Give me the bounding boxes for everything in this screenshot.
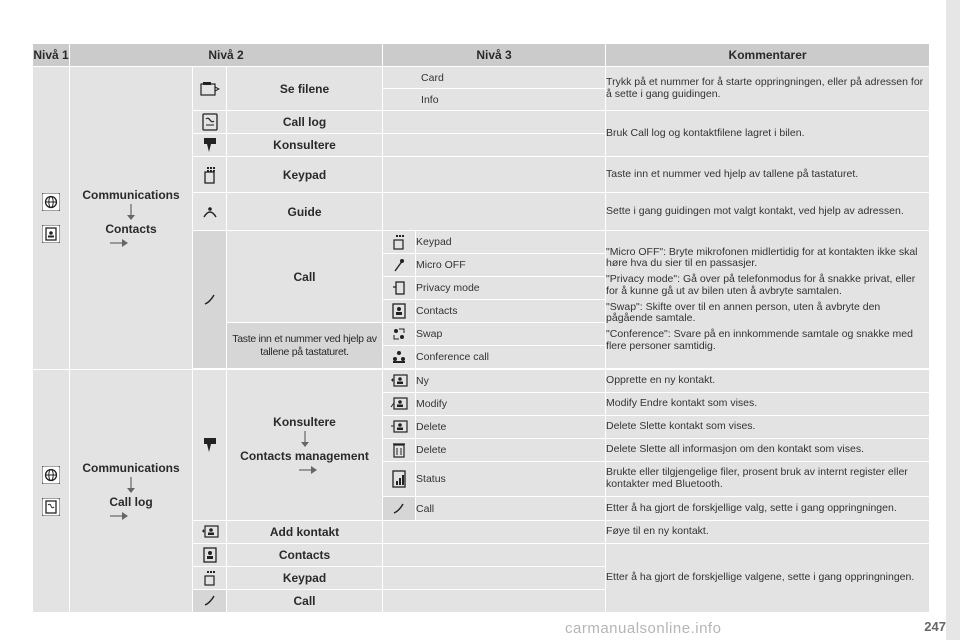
delete-contact-icon <box>390 420 408 434</box>
sub-delete: Delete <box>416 416 606 439</box>
call-sub-conference-call: Conference call <box>416 346 606 369</box>
keypad-icon <box>202 570 218 586</box>
handset-icon <box>202 292 218 308</box>
call-sub-keypad: Keypad <box>416 231 606 254</box>
sub-delete-all: Delete <box>416 439 606 462</box>
watermark: carmanualsonline.info <box>565 620 722 637</box>
sub-status-comment: Brukte eller tilgjengelige filer, prosent bruk av internt register eller kontakter med Bluetooth. <box>606 462 930 497</box>
sub-modify: Modify <box>416 393 606 416</box>
comment-micro-off: "Micro OFF": Bryte mikrofonen midlertidig for at kontakten ikke skal høre hva du sier til en passasjer. <box>606 245 918 270</box>
arrow-down-icon <box>125 477 137 493</box>
page-edge <box>946 0 960 640</box>
call-log-label: Call log <box>109 495 153 509</box>
call-comments <box>606 231 930 369</box>
card-label: Card <box>383 67 606 89</box>
header-kommentarer: Kommentarer <box>606 44 930 67</box>
sub-delete-all-comment: Delete Slette all informasjon om den kontakt som vises. <box>606 439 930 462</box>
globe-icon <box>42 193 60 211</box>
call-footnote: Taste inn et nummer ved hjelp av tallene på tastaturet. <box>232 333 377 358</box>
call-sub-micro-off: Micro OFF <box>416 254 606 277</box>
contacts-icon <box>391 303 407 319</box>
add-contact-icon <box>201 525 219 539</box>
handset-icon <box>391 501 407 517</box>
sub-call-comment: Etter å ha gjort de forskjellige valg, sette i gang oppringningen. <box>606 497 930 521</box>
comment-privacy-mode: "Privacy mode": Gå over på telefonmodus for å snakke privat, eller for å kunne gå ut av bilen uten å avbryte samtalen. <box>606 273 916 297</box>
guide-comment: Sette i gang guidingen mot valgt kontakt, ved hjelp av adressen. <box>606 193 930 231</box>
arrow-right-icon <box>110 238 128 248</box>
call-log-icon <box>42 498 60 516</box>
status-icon <box>391 470 407 488</box>
phone-contacts-icon <box>42 225 60 243</box>
consult-phonebook-icon <box>201 136 219 154</box>
table-row <box>33 370 930 393</box>
header-niva1: Nivå 1 <box>33 44 70 67</box>
keypad-label: Keypad <box>227 157 383 193</box>
modify-contact-icon <box>390 397 408 411</box>
call-sub-swap: Swap <box>416 323 606 346</box>
guide-icon <box>201 203 219 221</box>
guide-label: Guide <box>227 193 383 231</box>
arrow-down-icon <box>125 204 137 220</box>
call-sub-privacy-mode: Privacy mode <box>416 277 606 300</box>
new-contact-icon <box>390 374 408 388</box>
globe-icon <box>42 466 60 484</box>
konsultere-label: Konsultere <box>227 134 383 157</box>
konsultere-comment: Bruk Call log og kontaktfilene lagret i bilen. <box>606 111 930 157</box>
header-niva3: Nivå 3 <box>383 44 606 67</box>
niva2-cell <box>70 67 193 370</box>
se-filene-icon-cell <box>193 67 227 111</box>
se-filene-comment: Trykk på et nummer for å starte oppringningen, eller på adressen for å sette i gang guidingen. <box>606 67 930 111</box>
communications-label: Communications <box>82 461 180 475</box>
header-row <box>33 44 930 67</box>
info-label: Info <box>383 89 606 111</box>
keypad-icon <box>391 234 407 250</box>
sub-ny-comment: Opprette en ny kontakt. <box>606 370 930 393</box>
sub-call: Call <box>416 497 606 521</box>
table-row <box>33 67 930 89</box>
add-kontakt-label: Add kontakt <box>227 521 383 544</box>
niva1-cell <box>33 370 70 613</box>
consult-phonebook-icon <box>201 436 219 454</box>
swap-icon <box>391 326 407 342</box>
add-kontakt-comment: Føye til en ny kontakt. <box>606 521 930 544</box>
call-log-label: Call log <box>227 111 383 134</box>
se-filene-label: Se filene <box>227 67 383 111</box>
header-niva2: Nivå 2 <box>70 44 383 67</box>
folder-files-icon <box>200 81 220 97</box>
arrow-down-icon <box>299 431 311 447</box>
comment-swap: "Swap": Skifte over til en annen person, uten å avbryte den pågående samtale. <box>606 300 881 325</box>
micro-off-icon <box>391 257 407 273</box>
call-label: Call <box>227 231 383 323</box>
handset-icon <box>202 593 218 609</box>
delete-all-icon <box>392 442 406 458</box>
communications-label: Communications <box>82 188 180 202</box>
conference-call-icon <box>391 349 407 365</box>
sub-delete-comment: Delete Slette kontakt som vises. <box>606 416 930 439</box>
sub-modify-comment: Modify Endre kontakt som vises. <box>606 393 930 416</box>
arrow-right-icon <box>299 465 317 475</box>
contacts-management-label: Contacts management <box>240 449 369 463</box>
niva2-cell <box>70 370 193 613</box>
keypad-comment: Taste inn et nummer ved hjelp av tallene på tastaturet. <box>606 157 930 193</box>
privacy-mode-icon <box>391 280 407 296</box>
page-number: 247 <box>924 619 946 634</box>
konsultere-cell <box>227 370 383 521</box>
call-label: Call <box>227 590 383 613</box>
sub-status: Status <box>416 462 606 497</box>
keypad-label: Keypad <box>227 567 383 590</box>
keypad-call-comment: Etter å ha gjort de forskjellige valgene, sette i gang oppringningen. <box>606 544 930 613</box>
arrow-right-icon <box>110 511 128 521</box>
menu-table <box>32 43 930 613</box>
niva1-cell <box>33 67 70 370</box>
call-sub-contacts: Contacts <box>416 300 606 323</box>
konsultere-label: Konsultere <box>273 415 336 429</box>
contacts-icon <box>202 547 218 563</box>
call-log-icon <box>201 113 219 131</box>
contacts-label: Contacts <box>105 222 157 236</box>
sub-ny: Ny <box>416 370 606 393</box>
keypad-icon <box>201 166 219 184</box>
comment-conference: "Conference": Svare på en innkommende samtale og snakke med flere personer samtidig. <box>606 328 913 352</box>
contacts-label: Contacts <box>227 544 383 567</box>
